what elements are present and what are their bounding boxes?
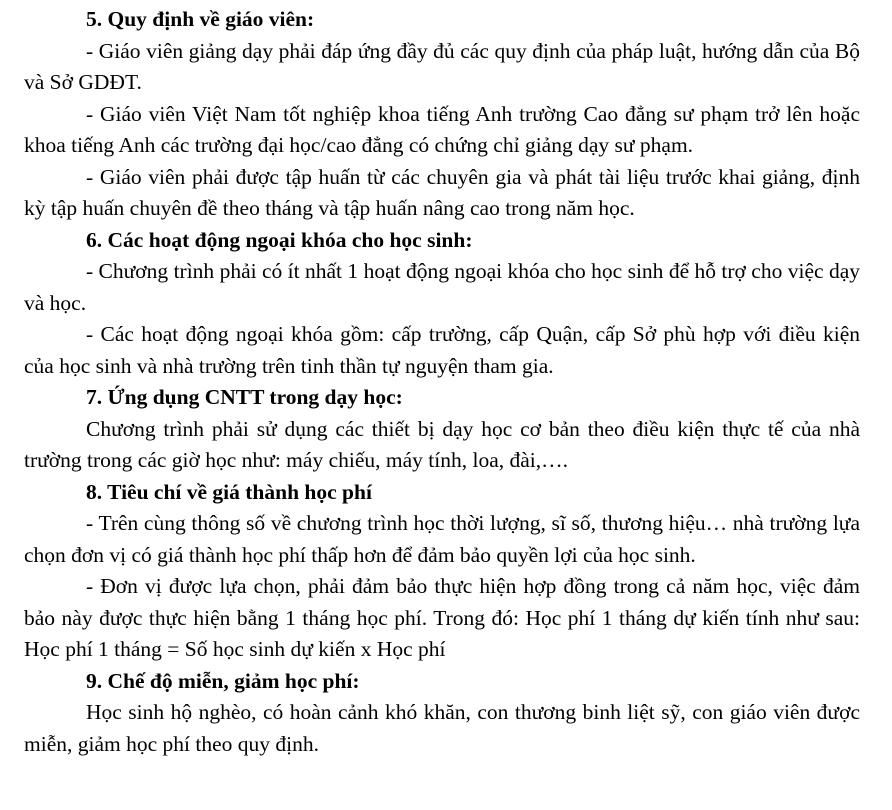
section-6-heading: 6. Các hoạt động ngoại khóa cho học sinh:	[86, 227, 473, 252]
section-5-paragraph-3: - Giáo viên phải được tập huấn từ các chuyên gia và phát tài liệu trước khai giảng, định kỳ tập huấn chuyên đề theo tháng và tập huấn nâng cao trong năm học.	[24, 164, 860, 220]
section-6-paragraph-2: - Các hoạt động ngoại khóa gồm: cấp trường, cấp Quận, cấp Sở phù hợp với điều kiện của học sinh và nhà trường trên tinh thần tự nguyện tham gia.	[24, 322, 860, 378]
section-5-paragraph-2: - Giáo viên Việt Nam tốt nghiệp khoa tiếng Anh trường Cao đẳng sư phạm trở lên hoặc khoa tiếng Anh các trường đại học/cao đẳng có chứng chỉ giảng dạy sư phạm.	[24, 101, 860, 157]
section-9-paragraph-1: Học sinh hộ nghèo, có hoàn cảnh khó khăn, con thương binh liệt sỹ, con giáo viên được miễn, giảm học phí theo quy định.	[24, 700, 860, 756]
section-7-paragraph-1: Chương trình phải sử dụng các thiết bị dạy học cơ bản theo điều kiện thực tế của nhà trường trong các giờ học như: máy chiếu, máy tính, loa, đài,….	[24, 416, 860, 472]
section-8-paragraph-1: - Trên cùng thông số về chương trình học thời lượng, sĩ số, thương hiệu… nhà trường lựa chọn đơn vị có giá thành học phí thấp hơn để đảm bảo quyền lợi của học sinh.	[24, 511, 860, 567]
section-5-paragraph-1: - Giáo viên giảng dạy phải đáp ứng đầy đủ các quy định của pháp luật, hướng dẫn của Bộ và Sở GDĐT.	[24, 38, 860, 94]
section-9-heading: 9. Chế độ miễn, giảm học phí:	[86, 668, 360, 693]
document-body	[24, 4, 860, 760]
section-7-heading: 7. Ứng dụng CNTT trong dạy học:	[86, 385, 403, 409]
section-6-paragraph-1: - Chương trình phải có ít nhất 1 hoạt động ngoại khóa cho học sinh để hỗ trợ cho việc dạy và học.	[24, 259, 860, 315]
section-8-heading: 8. Tiêu chí về giá thành học phí	[86, 479, 372, 504]
section-5-heading: 5. Quy định về giáo viên:	[86, 7, 315, 31]
section-8-paragraph-2: - Đơn vị được lựa chọn, phải đảm bảo thực hiện hợp đồng trong cả năm học, việc đảm bảo này được thực hiện bằng 1 tháng học phí. Trong đó: Học phí 1 tháng dự kiến tính như sau: Học phí 1 tháng = Số học sinh dự kiến x Học phí	[24, 574, 860, 661]
